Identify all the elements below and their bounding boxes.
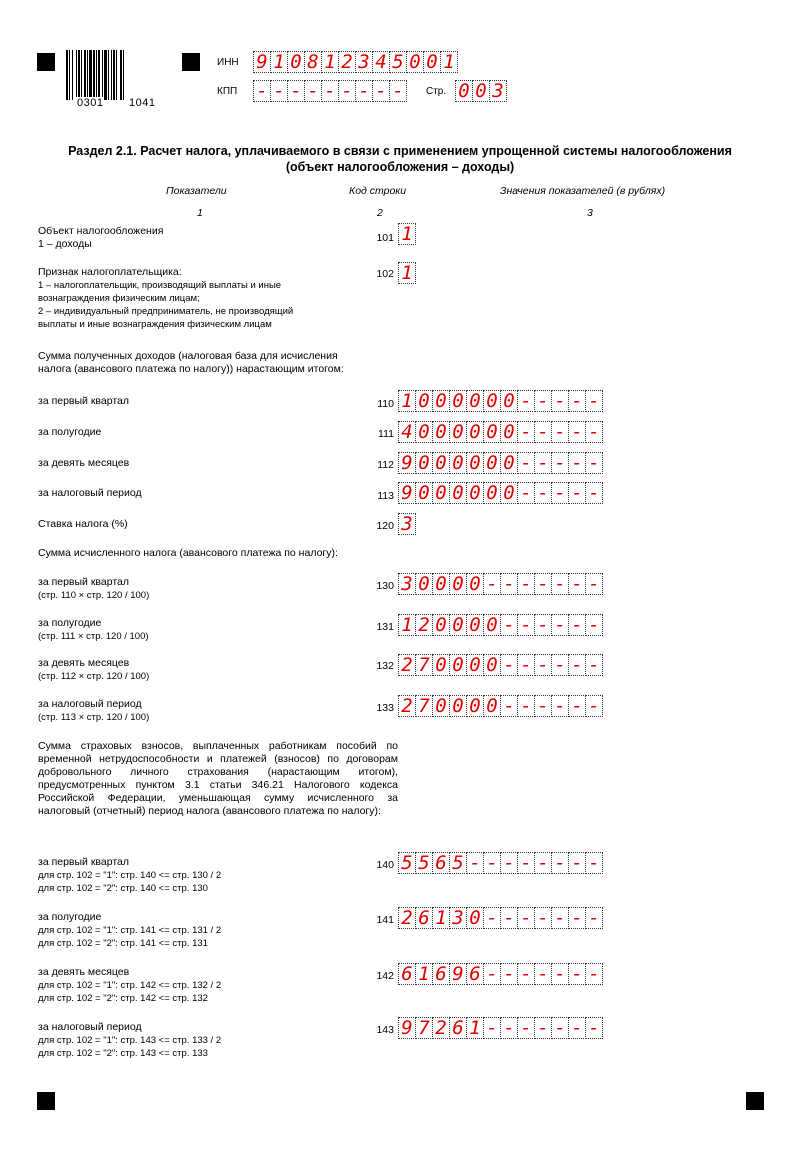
col-indicators-header: Показатели <box>166 185 227 197</box>
digit-cell: 9 <box>398 1017 416 1039</box>
digit-cell: - <box>517 421 535 443</box>
row-111-code: 111 <box>378 428 394 440</box>
digit-cell: 1 <box>398 390 416 412</box>
kpp-field[interactable] <box>253 80 406 102</box>
digit-cell: - <box>534 573 552 595</box>
digit-cell: 0 <box>500 452 518 474</box>
digit-cell: - <box>500 1017 518 1039</box>
digit-cell: 0 <box>466 390 484 412</box>
digit-cell: 9 <box>398 482 416 504</box>
digit-cell: - <box>551 695 569 717</box>
digit-cell: - <box>483 852 501 874</box>
digit-cell: - <box>534 852 552 874</box>
digit-cell: - <box>483 963 501 985</box>
digit-cell: - <box>517 1017 535 1039</box>
digit-cell: - <box>551 654 569 676</box>
digit-cell: 1 <box>398 262 416 284</box>
digit-cell: 0 <box>423 51 441 73</box>
digit-cell: - <box>466 852 484 874</box>
digit-cell: - <box>517 695 535 717</box>
digit-cell: - <box>338 80 356 102</box>
digit-cell: - <box>585 1017 603 1039</box>
row-140-label: за первый квартал для стр. 102 = "1": стр. 140 <= стр. 130 / 2 для стр. 102 = "2": стр. 140 <= стр. 130 <box>38 856 222 894</box>
digit-cell: 0 <box>500 421 518 443</box>
digit-cell: - <box>389 80 407 102</box>
digit-cell: - <box>270 80 288 102</box>
barcode-number-left: 0301 <box>77 97 104 109</box>
digit-cell: - <box>534 654 552 676</box>
row-133-label: за налоговый период (стр. 113 × стр. 120 / 100) <box>38 698 150 723</box>
digit-cell: 5 <box>449 852 467 874</box>
row-111-label: за полугодие <box>38 426 102 438</box>
digit-cell: 0 <box>415 482 433 504</box>
digit-cell: 6 <box>432 852 450 874</box>
digit-cell: - <box>585 452 603 474</box>
row-132-label: за девять месяцев (стр. 112 × стр. 120 / 100) <box>38 657 150 682</box>
corner-marker-bottom-right <box>746 1092 764 1110</box>
digit-cell: 3 <box>449 907 467 929</box>
digit-cell: - <box>551 614 569 636</box>
digit-cell: - <box>500 852 518 874</box>
digit-cell: 0 <box>432 573 450 595</box>
digit-cell: - <box>321 80 339 102</box>
row-112-value[interactable] <box>398 452 602 474</box>
digit-cell: - <box>534 614 552 636</box>
digit-cell: - <box>568 852 586 874</box>
digit-cell: 0 <box>415 390 433 412</box>
digit-cell: - <box>568 654 586 676</box>
digit-cell: - <box>568 1017 586 1039</box>
digit-cell: 3 <box>489 80 507 102</box>
digit-cell: 6 <box>432 963 450 985</box>
digit-cell: 0 <box>449 421 467 443</box>
digit-cell: 4 <box>398 421 416 443</box>
digit-cell: - <box>551 963 569 985</box>
kpp-label: КПП <box>217 86 238 97</box>
digit-cell: - <box>551 482 569 504</box>
digit-cell: - <box>483 1017 501 1039</box>
digit-cell: - <box>500 614 518 636</box>
digit-cell: - <box>517 907 535 929</box>
digit-cell: - <box>534 907 552 929</box>
digit-cell: 6 <box>415 907 433 929</box>
row-101-label: Объект налогообложения 1 – доходы <box>38 225 164 250</box>
row-140-value[interactable] <box>398 852 602 874</box>
digit-cell: 0 <box>466 421 484 443</box>
digit-cell: - <box>534 695 552 717</box>
digit-cell: 0 <box>483 654 501 676</box>
row-120-code: 120 <box>376 520 394 532</box>
digit-cell: - <box>551 852 569 874</box>
row-143-code: 143 <box>376 1024 394 1036</box>
row-141-value[interactable] <box>398 907 602 929</box>
digit-cell: - <box>517 654 535 676</box>
barcode-bar <box>124 50 126 100</box>
digit-cell: 0 <box>466 482 484 504</box>
digit-cell: - <box>568 907 586 929</box>
digit-cell: 7 <box>415 1017 433 1039</box>
row-112-code: 112 <box>377 459 394 471</box>
digit-cell: 0 <box>415 452 433 474</box>
inn-field[interactable] <box>253 51 457 73</box>
digit-cell: 9 <box>253 51 271 73</box>
digit-cell: - <box>585 390 603 412</box>
digit-cell: - <box>372 80 390 102</box>
digit-cell: - <box>517 614 535 636</box>
section-title-line1: Раздел 2.1. Расчет налога, уплачиваемого в связи с применением упрощенной системы налогообложения <box>68 144 732 158</box>
digit-cell: 0 <box>500 482 518 504</box>
digit-cell: 2 <box>415 614 433 636</box>
barcode <box>66 50 172 110</box>
row-130-code: 130 <box>376 580 394 592</box>
row-130-value[interactable] <box>398 573 602 595</box>
digit-cell: 0 <box>449 614 467 636</box>
digit-cell: - <box>517 963 535 985</box>
digit-cell: - <box>551 1017 569 1039</box>
row-102-label: Признак налогоплательщика: 1 – налогоплательщик, производящий выплаты и иные вознаграждения физическим лицам; 2 – индивидуальный предприниматель, не производящий выплаты и иные вознаграждения физическим лицам <box>38 266 294 330</box>
digit-cell: 0 <box>466 614 484 636</box>
digit-cell: - <box>534 452 552 474</box>
digit-cell: - <box>568 614 586 636</box>
digit-cell: - <box>500 573 518 595</box>
digit-cell: - <box>568 482 586 504</box>
digit-cell: 3 <box>398 573 416 595</box>
digit-cell: 0 <box>432 654 450 676</box>
digit-cell: 0 <box>483 695 501 717</box>
digit-cell: - <box>500 654 518 676</box>
digit-cell: 0 <box>483 421 501 443</box>
digit-cell: 0 <box>449 452 467 474</box>
digit-cell: - <box>355 80 373 102</box>
digit-cell: 2 <box>432 1017 450 1039</box>
row-131-value[interactable] <box>398 614 602 636</box>
digit-cell: 5 <box>398 852 416 874</box>
digit-cell: - <box>551 452 569 474</box>
digit-cell: 0 <box>483 452 501 474</box>
tax-heading: Сумма исчисленного налога (авансового платежа по налогу): <box>38 547 338 559</box>
digit-cell: - <box>517 482 535 504</box>
page-number-field[interactable] <box>455 80 506 102</box>
digit-cell: - <box>585 614 603 636</box>
digit-cell: - <box>568 963 586 985</box>
digit-cell: 0 <box>415 573 433 595</box>
digit-cell: 6 <box>449 1017 467 1039</box>
digit-cell: 0 <box>432 390 450 412</box>
digit-cell: 8 <box>304 51 322 73</box>
digit-cell: 0 <box>472 80 490 102</box>
income-heading: Сумма полученных доходов (налоговая база для исчисления налога (авансового платежа по налогу)) нарастающим итогом: <box>38 350 344 375</box>
digit-cell: 9 <box>449 963 467 985</box>
digit-cell: - <box>568 421 586 443</box>
digit-cell: - <box>568 390 586 412</box>
digit-cell: 1 <box>270 51 288 73</box>
digit-cell: 1 <box>440 51 458 73</box>
col-number-1: 1 <box>197 207 203 219</box>
digit-cell: 0 <box>466 695 484 717</box>
insurance-heading: Сумма страховых взносов, выплаченных работникам пособий по временной нетрудоспособности и платежей (взносов) по договорам добровольного личного страхования (нарастающим итогом), предусмотренных пунктом 3.1 статьи 346.21 Налогового кодекса Российской Федерации, уменьшающая сумму исчисленного за налоговый (отчетный) период налога (авансового платежа по налогу): <box>38 740 398 817</box>
digit-cell: 0 <box>449 654 467 676</box>
row-133-value[interactable] <box>398 695 602 717</box>
row-130-label: за первый квартал (стр. 110 × стр. 120 / 100) <box>38 576 150 601</box>
row-142-label: за девять месяцев для стр. 102 = "1": стр. 142 <= стр. 132 / 2 для стр. 102 = "2": стр. 142 <= стр. 132 <box>38 966 222 1004</box>
digit-cell: 0 <box>449 695 467 717</box>
row-113-label: за налоговый период <box>38 487 142 499</box>
digit-cell: - <box>551 573 569 595</box>
digit-cell: 7 <box>415 695 433 717</box>
row-102-value[interactable] <box>398 262 415 284</box>
corner-marker-bottom-left <box>37 1092 55 1110</box>
digit-cell: - <box>585 654 603 676</box>
digit-cell: 4 <box>372 51 390 73</box>
row-131-code: 131 <box>376 621 394 633</box>
digit-cell: 0 <box>466 452 484 474</box>
col-code-header: Код строки <box>349 185 407 197</box>
digit-cell: 1 <box>415 963 433 985</box>
row-131-label: за полугодие (стр. 111 × стр. 120 / 100) <box>38 617 149 642</box>
row-141-label: за полугодие для стр. 102 = "1": стр. 141 <= стр. 131 / 2 для стр. 102 = "2": стр. 141 <= стр. 131 <box>38 911 222 949</box>
row-143-value[interactable] <box>398 1017 602 1039</box>
row-132-value[interactable] <box>398 654 602 676</box>
digit-cell: - <box>585 852 603 874</box>
digit-cell: 2 <box>398 654 416 676</box>
row-112-label: за девять месяцев <box>38 457 130 469</box>
digit-cell: - <box>517 573 535 595</box>
col-values-header: Значения показателей (в рублях) <box>500 185 666 197</box>
row-113-value[interactable] <box>398 482 602 504</box>
digit-cell: 1 <box>321 51 339 73</box>
digit-cell: 5 <box>415 852 433 874</box>
digit-cell: - <box>517 452 535 474</box>
digit-cell: - <box>551 421 569 443</box>
digit-cell: 3 <box>355 51 373 73</box>
row-120-value[interactable] <box>398 513 415 535</box>
row-120-label: Ставка налога (%) <box>38 518 128 530</box>
digit-cell: - <box>517 390 535 412</box>
row-110-value[interactable] <box>398 390 602 412</box>
row-110-label: за первый квартал <box>38 395 130 407</box>
digit-cell: 0 <box>483 390 501 412</box>
digit-cell: - <box>483 573 501 595</box>
digit-cell: 0 <box>455 80 473 102</box>
row-133-code: 133 <box>376 702 394 714</box>
digit-cell: - <box>500 907 518 929</box>
digit-cell: - <box>585 573 603 595</box>
digit-cell: - <box>500 695 518 717</box>
digit-cell: - <box>585 907 603 929</box>
digit-cell: 0 <box>287 51 305 73</box>
digit-cell: - <box>568 573 586 595</box>
digit-cell: 0 <box>466 654 484 676</box>
col-number-3: 3 <box>587 207 593 219</box>
digit-cell: 7 <box>415 654 433 676</box>
digit-cell: 0 <box>432 695 450 717</box>
digit-cell: - <box>483 907 501 929</box>
digit-cell: - <box>585 695 603 717</box>
digit-cell: - <box>585 963 603 985</box>
digit-cell: 0 <box>406 51 424 73</box>
digit-cell: - <box>551 907 569 929</box>
digit-cell: 6 <box>466 963 484 985</box>
digit-cell: 0 <box>449 390 467 412</box>
digit-cell: 0 <box>449 573 467 595</box>
digit-cell: 9 <box>398 452 416 474</box>
col-number-2: 2 <box>377 207 383 219</box>
inn-label: ИНН <box>217 57 239 68</box>
section-title <box>0 143 800 175</box>
digit-cell: 0 <box>449 482 467 504</box>
digit-cell: 6 <box>398 963 416 985</box>
digit-cell: - <box>287 80 305 102</box>
digit-cell: - <box>534 963 552 985</box>
digit-cell: - <box>534 482 552 504</box>
digit-cell: 2 <box>398 907 416 929</box>
digit-cell: 2 <box>338 51 356 73</box>
row-101-value[interactable] <box>398 223 415 245</box>
row-142-code: 142 <box>376 970 394 982</box>
digit-cell: - <box>534 390 552 412</box>
digit-cell: 0 <box>500 390 518 412</box>
digit-cell: - <box>568 452 586 474</box>
digit-cell: 0 <box>432 614 450 636</box>
digit-cell: - <box>534 1017 552 1039</box>
digit-cell: - <box>585 482 603 504</box>
digit-cell: 1 <box>398 223 416 245</box>
section-title-line2: (объект налогообложения – доходы) <box>285 160 515 174</box>
row-141-code: 141 <box>376 914 394 926</box>
digit-cell: - <box>568 695 586 717</box>
digit-cell: 3 <box>398 513 416 535</box>
digit-cell: 0 <box>432 482 450 504</box>
digit-cell: 1 <box>432 907 450 929</box>
digit-cell: - <box>534 421 552 443</box>
corner-marker-top-left <box>37 53 55 71</box>
page-label: Стр. <box>426 86 447 97</box>
digit-cell: 0 <box>466 907 484 929</box>
digit-cell: - <box>585 421 603 443</box>
barcode-number-right: 1041 <box>129 97 156 109</box>
corner-marker-top-right <box>182 53 200 71</box>
digit-cell: - <box>253 80 271 102</box>
row-111-value[interactable] <box>398 421 602 443</box>
row-143-label: за налоговый период для стр. 102 = "1": стр. 143 <= стр. 133 / 2 для стр. 102 = "2": стр. 143 <= стр. 133 <box>38 1021 222 1059</box>
digit-cell: 0 <box>415 421 433 443</box>
digit-cell: - <box>517 852 535 874</box>
row-142-value[interactable] <box>398 963 602 985</box>
digit-cell: - <box>551 390 569 412</box>
digit-cell: 0 <box>483 614 501 636</box>
digit-cell: 1 <box>466 1017 484 1039</box>
row-132-code: 132 <box>376 660 394 672</box>
digit-cell: 0 <box>466 573 484 595</box>
row-110-code: 110 <box>377 398 394 410</box>
digit-cell: 1 <box>398 614 416 636</box>
digit-cell: 5 <box>389 51 407 73</box>
row-101-code: 101 <box>376 232 394 244</box>
row-140-code: 140 <box>376 859 394 871</box>
row-113-code: 113 <box>377 490 394 502</box>
digit-cell: - <box>500 963 518 985</box>
digit-cell: 0 <box>432 452 450 474</box>
digit-cell: 0 <box>432 421 450 443</box>
digit-cell: - <box>304 80 322 102</box>
digit-cell: 0 <box>483 482 501 504</box>
row-102-code: 102 <box>376 268 394 280</box>
digit-cell: 2 <box>398 695 416 717</box>
